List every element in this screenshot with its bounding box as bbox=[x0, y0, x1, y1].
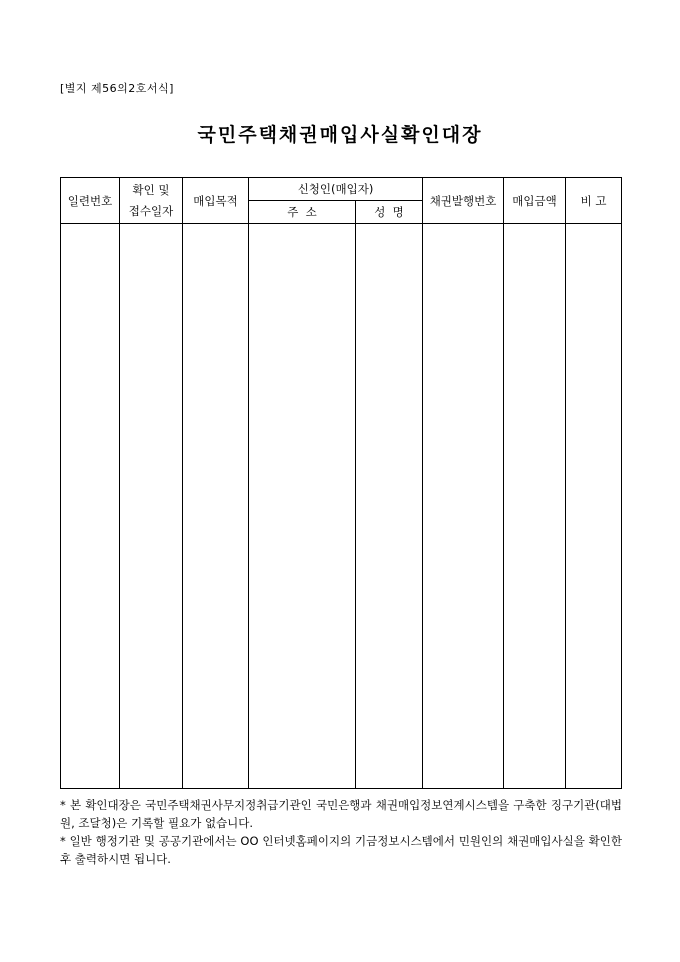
note-1: * 본 확인대장은 국민주택채권사무지정취급기관인 국민은행과 채권매입정보연계시스템을 구축한 징구기관(대법원, 조달청)은 기록할 필요가 없습니다. bbox=[60, 798, 622, 830]
notes bbox=[60, 796, 622, 868]
header-confirm-date bbox=[120, 178, 183, 224]
cell-serial-no[interactable] bbox=[61, 224, 120, 789]
header-confirm-date-line1: 확인 및 bbox=[132, 182, 170, 197]
header-address: 주 소 bbox=[249, 201, 356, 224]
header-confirm-date-line2: 접수일자 bbox=[128, 203, 174, 218]
cell-remarks[interactable] bbox=[566, 224, 622, 789]
header-amount: 매입금액 bbox=[504, 178, 566, 224]
cell-amount[interactable] bbox=[504, 224, 566, 789]
entry-area-row bbox=[61, 224, 622, 789]
header-purpose: 매입목적 bbox=[183, 178, 249, 224]
cell-purpose[interactable] bbox=[183, 224, 249, 789]
header-applicant: 신청인(매입자) bbox=[249, 178, 423, 201]
cell-bond-no[interactable] bbox=[423, 224, 504, 789]
form-reference: [별지 제56의2호서식] bbox=[60, 82, 174, 95]
page-title: 국민주택채권매입사실확인대장 bbox=[197, 124, 483, 146]
cell-name[interactable] bbox=[356, 224, 423, 789]
header-name: 성 명 bbox=[356, 201, 423, 224]
header-serial-no: 일련번호 bbox=[61, 178, 120, 224]
header-row bbox=[61, 178, 622, 201]
header-remarks: 비 고 bbox=[566, 178, 622, 224]
note-2: * 일반 행정기관 및 공공기관에서는 OO 인터넷홈페이지의 기금정보시스템에서 민원인의 채권매입사실을 확인한 후 출력하시면 됩니다. bbox=[60, 834, 622, 866]
cell-address[interactable] bbox=[249, 224, 356, 789]
bond-purchase-ledger-table bbox=[60, 177, 622, 789]
header-bond-no: 채권발행번호 bbox=[423, 178, 504, 224]
cell-confirm-date[interactable] bbox=[120, 224, 183, 789]
